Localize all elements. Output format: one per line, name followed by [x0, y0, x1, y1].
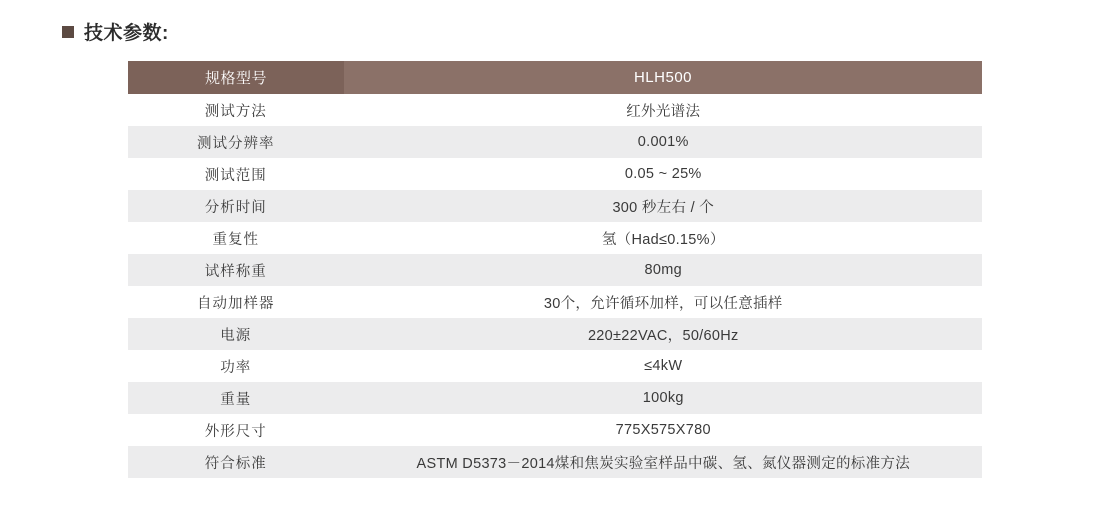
- row-label: 测试分辨率: [128, 126, 344, 158]
- row-label: 测试方法: [128, 94, 344, 126]
- row-label: 重复性: [128, 222, 344, 254]
- row-value: 775X575X780: [344, 414, 982, 446]
- header-cell-label: 规格型号: [128, 61, 344, 94]
- row-label: 试样称重: [128, 254, 344, 286]
- table-row: [128, 158, 982, 190]
- table-row: [128, 94, 982, 126]
- table-row: [128, 126, 982, 158]
- header-cell-value: HLH500: [344, 61, 982, 94]
- spec-sheet-page: [0, 18, 1109, 526]
- row-label: 电源: [128, 318, 344, 350]
- row-label: 功率: [128, 350, 344, 382]
- row-label: 重量: [128, 382, 344, 414]
- row-value: 0.001%: [344, 126, 982, 158]
- table-row: [128, 414, 982, 446]
- specifications-table: [128, 61, 982, 478]
- table-row: [128, 286, 982, 318]
- table-row: [128, 222, 982, 254]
- table-row: [128, 318, 982, 350]
- row-value: ≤4kW: [344, 350, 982, 382]
- table-header-row: [128, 61, 982, 94]
- table-row: [128, 382, 982, 414]
- row-value: 220±22VAC，50/60Hz: [344, 318, 982, 350]
- row-value: ASTM D5373－2014煤和焦炭实验室样品中碳、氢、氮仪器测定的标准方法: [344, 446, 982, 478]
- row-label: 符合标准: [128, 446, 344, 478]
- row-value: 红外光谱法: [344, 94, 982, 126]
- section-heading: [62, 18, 1109, 45]
- row-value: 氢（Had≤0.15%）: [344, 222, 982, 254]
- table-row: [128, 254, 982, 286]
- page-title: 技术参数:: [84, 23, 169, 44]
- row-value: 80mg: [344, 254, 982, 286]
- row-label: 外形尺寸: [128, 414, 344, 446]
- table-row: [128, 350, 982, 382]
- row-value: 100kg: [344, 382, 982, 414]
- square-bullet-icon: [62, 26, 74, 38]
- row-value: 300 秒左右 / 个: [344, 190, 982, 222]
- row-label: 测试范围: [128, 158, 344, 190]
- row-label: 自动加样器: [128, 286, 344, 318]
- table-row: [128, 446, 982, 478]
- table-row: [128, 190, 982, 222]
- table-body: [128, 61, 982, 478]
- row-value: 0.05 ~ 25%: [344, 158, 982, 190]
- row-label: 分析时间: [128, 190, 344, 222]
- row-value: 30个，允许循环加样，可以任意插样: [344, 286, 982, 318]
